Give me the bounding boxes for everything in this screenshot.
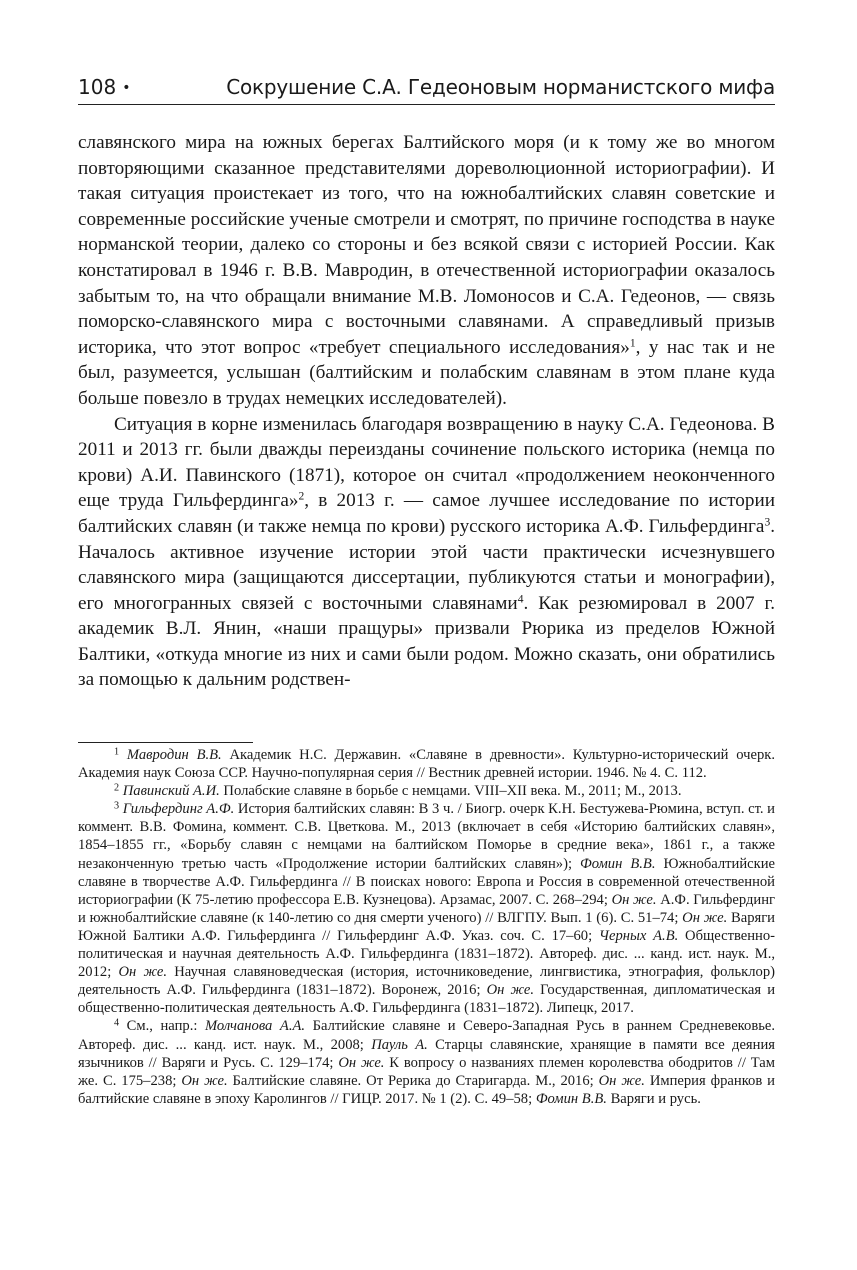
paragraph-2-text-b: , в 2013 г. — самое лучшее исследование по истории балтийских славян (и также немца по крови) русского историка А.Ф. Гильфердинга xyxy=(78,490,775,537)
footnote-3-text-3: А.Ф. Гильфердинг и южнобалтийские славяне (к 140-летию со дня смерти ученого) // ВЛГПУ. Вып. 1 (6). С. 51–74; xyxy=(78,891,775,926)
footnote-3-text-6: Научная славяноведческая (история, источниковедение, лингвистика, этнография, фольклор) деятельность А.Ф. Гильфердинга (1831–1872). Воронеж, 2016; xyxy=(78,964,775,999)
footnote-4-text-5: Империя франков и балтийские славяне в эпоху Каролингов // ГИЦР. 2017. № 1 (2). С. 49–58; xyxy=(78,1072,775,1107)
footnote-4-author-3: Фомин В.В. xyxy=(535,1090,607,1107)
footnote-4-author-2: Пауль А. xyxy=(371,1036,428,1053)
paragraph-2-text-a: Ситуация в корне изменилась благодаря возвращению в науку С.А. Гедеонова. В 2011 и 2013 гг. были дважды переизданы сочинение польского историка (немца по крови) А.И. Павинского (1871), которое он считал «продолжением неоконченного еще труда Гильфердинга» xyxy=(78,413,775,512)
footnote-3-ref-1: Он же. xyxy=(611,891,657,908)
paragraph-2-text-d: . Как резюмировал в 2007 г. академик В.Л. Янин, «наши пращуры» призвали Рюрика из пределов Южной Балтики, «откуда многие из них и сами были родом. Можно сказать, они обратились за помощью к дальним родствен- xyxy=(78,592,775,691)
footnote-1-text: Академик Н.С. Державин. «Славяне в древности». Культурно-исторический очерк. Академия наук Союза ССР. Научно-популярная серия // Вестник древней истории. 1946. № 4. С. 112. xyxy=(78,747,775,782)
footnote-4 xyxy=(78,1017,775,1107)
footnote-ref-4[interactable]: 4 xyxy=(517,593,524,606)
footnote-3-ref-2: Он же. xyxy=(682,909,728,926)
footnote-3 xyxy=(78,800,775,1017)
paragraph-1-text-b: , у нас так и не был, разумеется, услышан (балтийским и полабским славянам в этом плане куда больше повезло в трудах немецких исследователей). xyxy=(78,336,775,409)
paragraph-1-text-a: славянского мира на южных берегах Балтийского моря (и к тому же во многом повторяющими сказанное представителями дореволюционной историографии). И такая ситуация проистекает из того, что на южнобалтийских славян советские и современные российские ученые смотрели и смотрят, по причине господства в науке норманской теории, далеко со стороны и без всякой связи с историей России. Как констатировал в 1946 г. В.В. Мавродин, в отечественной историографии оказалось забытым то, на что обращали внимание М.В. Ломоносов и С.А. Гедеонов, — связь поморско-славянского мира с восточными славянами. А справедливый призыв историка, что этот вопрос «требует специального исследования» xyxy=(78,132,775,358)
footnote-4-ref-3: Он же. xyxy=(598,1072,645,1089)
page-number-value: 108 xyxy=(78,75,117,99)
footnote-2-text: Полабские славяне в борьбе с немцами. VIII–XII века. М., 2011; М., 2013. xyxy=(219,783,682,800)
main-text xyxy=(78,130,775,693)
paragraph-1 xyxy=(78,130,775,412)
footnote-3-text-2: Южнобалтийские славяне в творчестве А.Ф. Гильфердинга // В поисках нового: Европа и Россия в современной отечественной историографии (К 75-летию профессора Е.В. Кузнецова). Арзамас, 2007. С. 268–294; xyxy=(78,855,776,908)
page-number xyxy=(78,72,130,103)
running-header xyxy=(78,72,775,105)
footnote-4-number: 4 xyxy=(114,1017,120,1029)
footnote-3-ref-4: Он же. xyxy=(486,982,535,999)
footnote-1-number: 1 xyxy=(114,746,120,758)
footnote-ref-1[interactable]: 1 xyxy=(629,337,636,350)
header-separator: • xyxy=(122,80,131,96)
footnote-4-ref-1: Он же. xyxy=(338,1054,385,1071)
footnote-3-number: 3 xyxy=(114,800,120,812)
footnote-1-author: Мавродин В.В. xyxy=(126,747,222,763)
footnote-2 xyxy=(78,782,775,800)
paragraph-2-text-c: . Началось активное изучение истории этой части практически исчезнувшего славянского мира (защищаются диссертации, публикуются статьи и монографии), его многогранных связей с восточными славянами xyxy=(78,515,775,614)
footnote-3-text-7: Государственная, дипломатическая и общественно-политическая деятельность А.Ф. Гильфердинга (1831–1872). Липецк, 2017. xyxy=(78,982,775,1017)
footnote-ref-2[interactable]: 2 xyxy=(298,490,305,503)
footnote-4-text-0: См., напр.: xyxy=(119,1018,205,1035)
footnote-3-author-3: Черных А.В. xyxy=(598,927,679,944)
running-title: Сокрушение С.А. Гедеоновым норманистского мифа xyxy=(226,75,775,99)
footnote-2-number: 2 xyxy=(114,782,120,794)
footnote-2-author: Павинский А.И. xyxy=(122,783,220,800)
footnote-4-text-2: Старцы славянские, хранящие в памяти все деяния язычников // Варяги и Русь. С. 129–174; xyxy=(78,1036,775,1071)
paragraph-2 xyxy=(78,412,775,694)
footnote-4-author-1: Молчанова А.А. xyxy=(204,1018,306,1035)
footnote-3-text-4: Варяги Южной Балтики А.Ф. Гильфердинга // Гильфердинг А.Ф. Указ. соч. С. 17–60; xyxy=(78,909,775,944)
footnote-1 xyxy=(78,746,775,782)
footnote-4-text-3: К вопросу о названиях племен королевства ободритов // Там же. С. 175–238; xyxy=(78,1054,775,1089)
footnote-ref-3[interactable]: 3 xyxy=(764,516,771,529)
footnote-divider xyxy=(78,742,253,743)
footnote-4-text-1: Балтийские славяне и Северо-Западная Русь в раннем Средневековье. Автореф. дис. ... канд. ист. наук. М., 2008; xyxy=(78,1018,775,1053)
footnotes xyxy=(78,746,775,1108)
footnote-4-ref-2: Он же. xyxy=(181,1072,228,1089)
footnote-3-author-1: Гильфердинг А.Ф. xyxy=(122,801,235,818)
footnote-3-author-2: Фомин В.В. xyxy=(580,855,656,872)
footnote-3-text-5: Общественно-политическая и научная деятельность А.Ф. Гильфердинга (1831–1872). Автореф. дис. ... канд. ист. наук. М., 2012; xyxy=(78,927,775,981)
footnote-3-ref-3: Он же. xyxy=(118,964,167,981)
footnote-4-text-4: Балтийские славяне. От Рерика до Старигарда. М., 2016; xyxy=(227,1072,599,1089)
footnote-3-text-1: История балтийских славян: В 3 ч. / Биогр. очерк К.Н. Бестужева-Рюмина, вступ. ст. и коммент. В.В. Фомина, коммент. С.В. Цветкова. М., 2013 (включает в себя «Историю балтийских славян», 1854–1855 гг., «Борьбу славян с немцами на балтийском Поморье в средние века», 1861 г., а также незаконченную третью часть «Продолжение истории балтийских славян»); xyxy=(78,801,775,872)
footnote-4-text-6: Варяги и русь. xyxy=(606,1090,701,1107)
